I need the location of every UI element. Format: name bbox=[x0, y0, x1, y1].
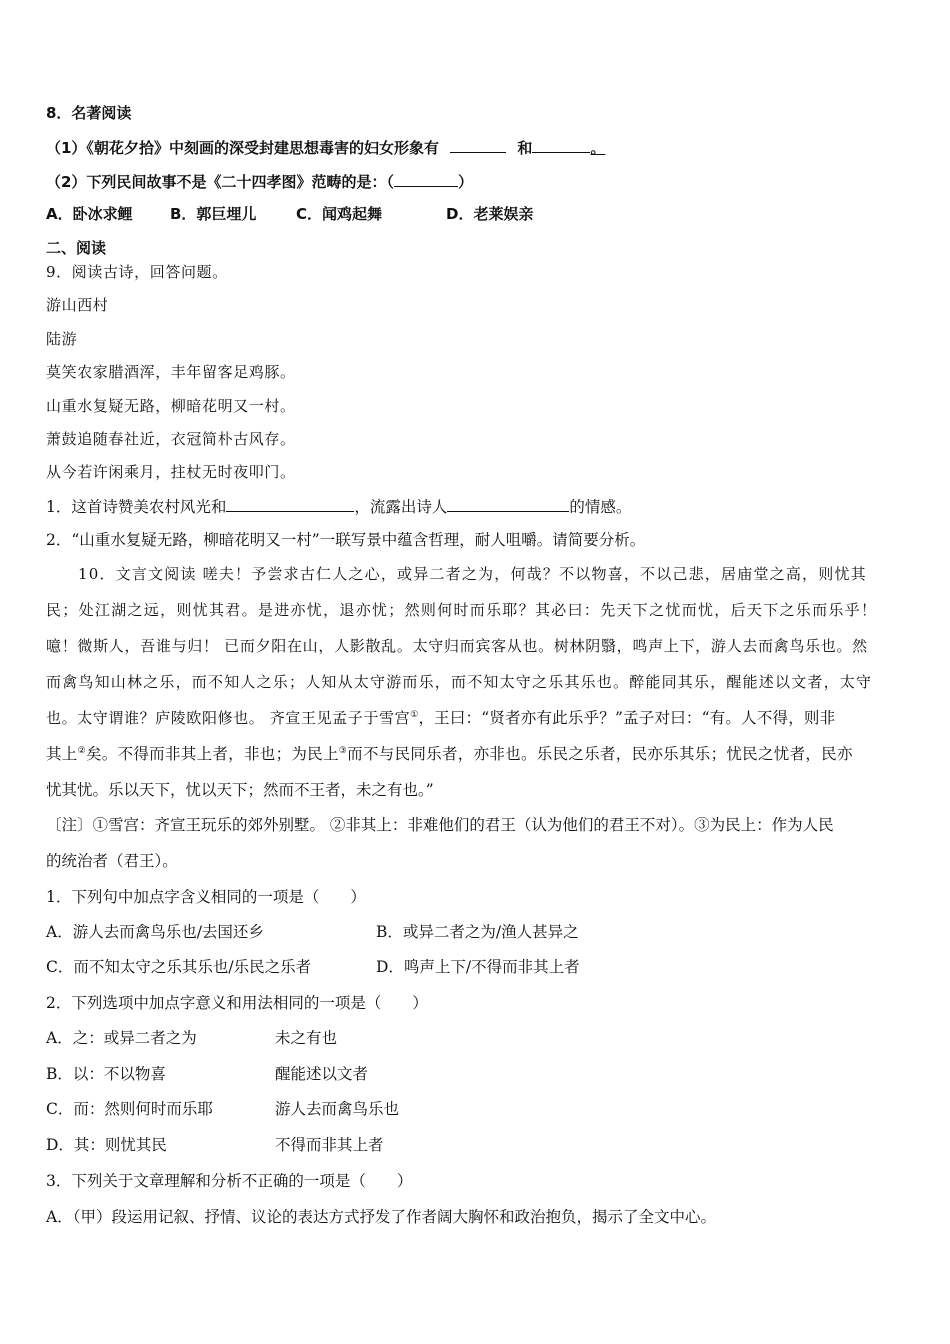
q8-part2-text: （2）下列民间故事不是《二十四孝图》范畴的是：（ bbox=[46, 173, 394, 191]
q10-passage-line: 噫！微斯人，吾谁与归！ 已而夕阳在山，人影散乱。太守归而宾客从也。树林阴翳，鸣声上下，游人去而禽鸟乐也。然 bbox=[46, 637, 868, 655]
q9-blank-1[interactable] bbox=[226, 496, 354, 512]
poem-line: 山重水复疑无路，柳暗花明又一村。 bbox=[46, 397, 296, 415]
q8-title: 8．名著阅读 bbox=[46, 104, 132, 122]
poem-line: 从今若许闲乘月，拄杖无时夜叩门。 bbox=[46, 463, 296, 481]
option-right: 未之有也 bbox=[275, 1029, 338, 1047]
q10-passage-line: 民；处江湖之远，则忧其君。是进亦忧，退亦忧；然则何时而乐耶？其必曰：先天下之忧而忧，后天下之乐而乐乎！ bbox=[46, 601, 878, 619]
q9-sub1-text-b: ，流露出诗人 bbox=[354, 498, 448, 516]
q10-sub3-title: 3．下列关于文章理解和分析不正确的一项是（ ） bbox=[46, 1172, 413, 1190]
q10-passage-line bbox=[46, 744, 906, 764]
q10-sub1-option-a[interactable]: A．游人去而禽鸟乐也/去国还乡 bbox=[46, 923, 264, 941]
q8-part2-end: ） bbox=[457, 173, 473, 191]
q9-sub1-text-a: 1．这首诗赞美农村风光和 bbox=[46, 498, 227, 516]
q9-sub1 bbox=[46, 496, 906, 517]
q8-part1-end: 。 bbox=[590, 139, 606, 157]
q9-blank-2[interactable] bbox=[447, 496, 569, 512]
q10-note: 的统治者（君王）。 bbox=[46, 852, 178, 870]
q9-title: 9．阅读古诗，回答问题。 bbox=[46, 263, 228, 281]
q8-blank-3[interactable] bbox=[394, 171, 458, 187]
q10-line5-a: 也。太守谓谁？庐陵欧阳修也。 齐宣王见孟子于雪宫 bbox=[46, 709, 411, 727]
q10-passage-line: 忧其忧。乐以天下，忧以天下；然而不王者，未之有也。” bbox=[46, 781, 434, 799]
q8-option-d[interactable]: D．老莱娱亲 bbox=[446, 205, 534, 223]
q8-option-a[interactable]: A．卧冰求鲤 bbox=[46, 205, 133, 223]
q10-sub2-title: 2．下列选项中加点字意义和用法相同的一项是（ ） bbox=[46, 994, 428, 1012]
q10-sub2-option-b[interactable] bbox=[46, 1064, 906, 1084]
q10-sub1-option-b[interactable]: B．或异二者之为/渔人甚异之 bbox=[376, 923, 579, 941]
section-heading-reading: 二、阅读 bbox=[46, 239, 107, 257]
q10-line6-c: 而不与民同乐者，亦非也。乐民之乐者，民亦乐其乐；忧民之忧者，民亦 bbox=[347, 745, 853, 763]
q10-passage-line: 而禽鸟知山林之乐，而不知人之乐；人知从太守游而乐，而不知太守之乐其乐也。醉能同其乐，醒能述以文者，太守 bbox=[46, 673, 873, 691]
q8-part1-text: （1）《朝花夕拾》中刻画的深受封建思想毒害的妇女形象有 bbox=[46, 139, 439, 157]
q10-sub1-title: 1．下列句中加点字含义相同的一项是（ ） bbox=[46, 888, 366, 906]
q10-sub1-options-row2 bbox=[46, 957, 906, 977]
q9-sub1-text-c: 的情感。 bbox=[569, 498, 632, 516]
q8-blank-1[interactable] bbox=[450, 137, 506, 153]
footnote-mark-3: ③ bbox=[338, 745, 348, 756]
q10-sub1-option-d[interactable]: D．鸣声上下/不得而非其上者 bbox=[376, 958, 580, 976]
q8-part1 bbox=[46, 137, 906, 158]
q8-option-b[interactable]: B．郭巨埋儿 bbox=[170, 205, 257, 223]
q10-sub2-option-a[interactable] bbox=[46, 1028, 906, 1048]
q10-line5-b: ，王曰：“贤者亦有此乐乎？”孟子对曰：“有。人不得，则非 bbox=[418, 709, 836, 727]
q10-sub2-option-c[interactable] bbox=[46, 1099, 906, 1119]
poem-title: 游山西村 bbox=[46, 296, 109, 314]
q10-sub1-option-c[interactable]: C．而不知太守之乐其乐也/乐民之乐者 bbox=[46, 958, 312, 976]
option-left: A．之：或异二者之为 bbox=[46, 1029, 197, 1047]
q10-note: 〔注〕①雪宫：齐宣王玩乐的郊外别墅。 ②非其上：非难他们的君王（认为他们的君王不对）。③为民上：作为人民 bbox=[46, 816, 834, 834]
q10-sub2-option-d[interactable] bbox=[46, 1135, 906, 1155]
q8-part2 bbox=[46, 171, 906, 192]
q8-blank-2[interactable] bbox=[532, 137, 590, 153]
q10-line6-b: 矣。不得而非其上者，非也；为民上 bbox=[85, 745, 339, 763]
q8-options bbox=[46, 204, 906, 224]
option-right: 游人去而禽鸟乐也 bbox=[275, 1100, 400, 1118]
poem-line: 莫笑农家腊酒浑，丰年留客足鸡豚。 bbox=[46, 363, 296, 381]
option-right: 不得而非其上者 bbox=[275, 1136, 384, 1154]
q8-option-c[interactable]: C．闻鸡起舞 bbox=[296, 205, 383, 223]
footnote-mark-1: ① bbox=[410, 709, 419, 720]
option-left: D．其：则忧其民 bbox=[46, 1136, 167, 1154]
q8-part1-and: 和 bbox=[517, 139, 533, 157]
q10-sub3-option-a[interactable]: A．（甲）段运用记叙、抒情、议论的表达方式抒发了作者阔大胸怀和政治抱负，揭示了全文中心。 bbox=[46, 1208, 716, 1226]
poem-author: 陆游 bbox=[46, 330, 78, 348]
q10-line6-a: 其上 bbox=[46, 745, 78, 763]
q9-sub2: 2．“山重水复疑无路，柳暗花明又一村”一联写景中蕴含哲理，耐人咀嚼。请简要分析。 bbox=[46, 531, 646, 549]
q10-passage-line bbox=[46, 708, 906, 728]
option-left: B．以：不以物喜 bbox=[46, 1065, 166, 1083]
q10-sub1-options-row1 bbox=[46, 922, 906, 942]
footnote-mark-2: ② bbox=[77, 745, 86, 756]
option-left: C．而：然则何时而乐耶 bbox=[46, 1100, 213, 1118]
poem-line: 萧鼓追随春社近，衣冠简朴古风存。 bbox=[46, 430, 296, 448]
q10-passage-line: 10．文言文阅读 嗟夫！予尝求古仁人之心，或异二者之为，何哉？不以物喜，不以己悲，居庙堂之高，则忧其 bbox=[78, 565, 867, 583]
option-right: 醒能述以文者 bbox=[275, 1065, 369, 1083]
